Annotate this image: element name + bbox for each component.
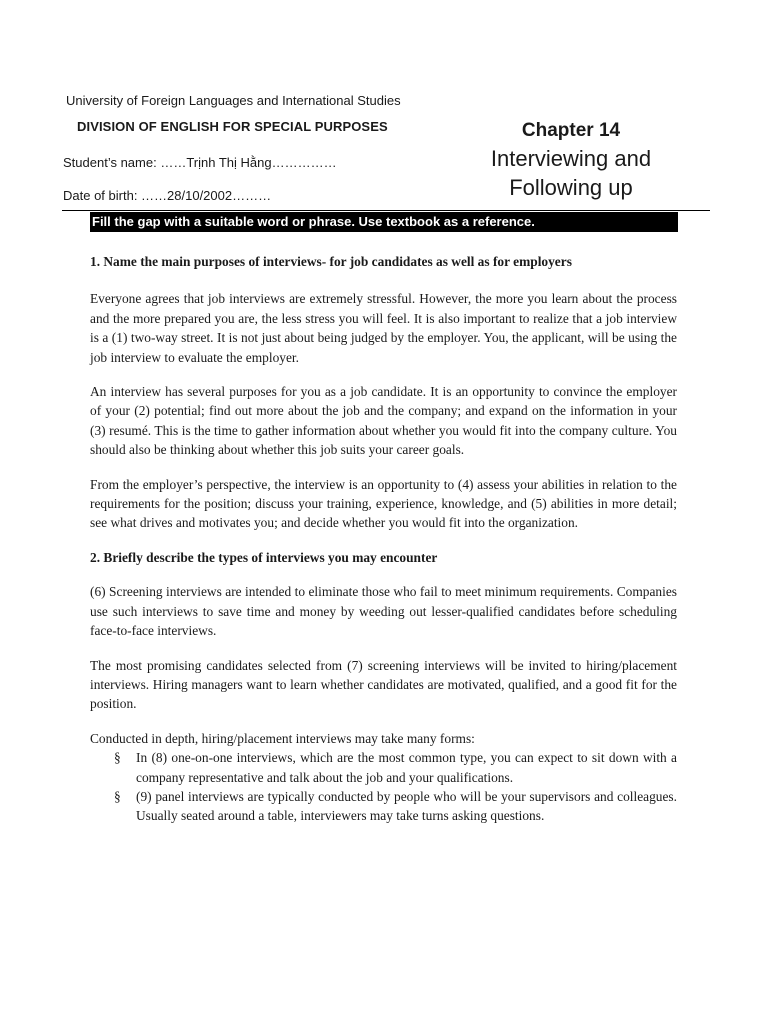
student-name: Student’s name: ……Trịnh Thị Hằng…………… [63,155,337,170]
header-divider [62,210,710,211]
section1-heading: 1. Name the main purposes of interviews- for job candidates as well as for employers [90,254,572,269]
list-item-text: (9) panel interviews are typically conducted by people who will be your supervisors and colleagues. Usually seated around a table, interviewers may take turns asking questions. [136,788,677,824]
bullet-mark: § [114,788,121,804]
list-item [90,748,677,787]
section1-paragraph: An interview has several purposes for you as a job candidate. It is an opportunity to convince the employer of your (2) potential; find out more about the job and the company; and expand on the information in your (3) resumé. This is the time to gather information about whether you would fit into the company culture. You should also be thinking about whether this job suits your career goals. [90,384,677,458]
section2-paragraph: The most promising candidates selected from (7) screening interviews will be invited to hiring/placement interviews. Hiring managers want to learn whether candidates are motivated, qualified, and a good fit for the position. [90,657,677,712]
section2-heading: 2. Briefly describe the types of interviews you may encounter [90,549,438,565]
list-item-text: In (8) one-on-one interviews, which are the most common type, you can expect to sit down with a company representative and talk about the job and your qualifications. [136,750,677,785]
list-item [90,787,677,826]
division-name: DIVISION OF ENGLISH FOR SPECIAL PURPOSES [77,119,388,134]
instruction-banner: Fill the gap with a suitable word or phrase. Use textbook as a reference. [90,212,678,232]
section1-paragraph: From the employer’s perspective, the interview is an opportunity to (4) assess your abilities in relation to the requirements for the position; discuss your training, experience, knowledge, and (5) abilities in more detail; see what drives and motivates you; and decide whether you would fit into the organization. [90,476,677,531]
chapter-number: Chapter 14 [521,120,621,141]
university-name: University of Foreign Languages and International Studies [66,93,401,108]
chapter-title-line2: Following up [509,175,633,200]
date-of-birth: Date of birth: ……28/10/2002……… [63,188,272,203]
interview-forms-list [90,748,677,826]
worksheet-content [90,252,677,826]
chapter-heading [466,118,676,202]
list-intro: Conducted in depth, hiring/placement interviews may take many forms: [90,730,475,746]
chapter-title-line1: Interviewing and [490,146,652,171]
section1-paragraph: Everyone agrees that job interviews are extremely stressful. However, the more you learn about the process and the more prepared you are, the less stress you will feel. It is also important to realize that a job interview is a (1) two-way street. It is not just about being judged by the employer. You, the applicant, will be using the job interview to evaluate the employer. [90,291,677,365]
section2-paragraph: (6) Screening interviews are intended to eliminate those who fail to meet minimum requirements. Companies use such interviews to save time and money by weeding out lesser-qualified candidates before scheduling face-to-face interviews. [90,584,677,639]
bullet-mark: § [114,750,121,766]
